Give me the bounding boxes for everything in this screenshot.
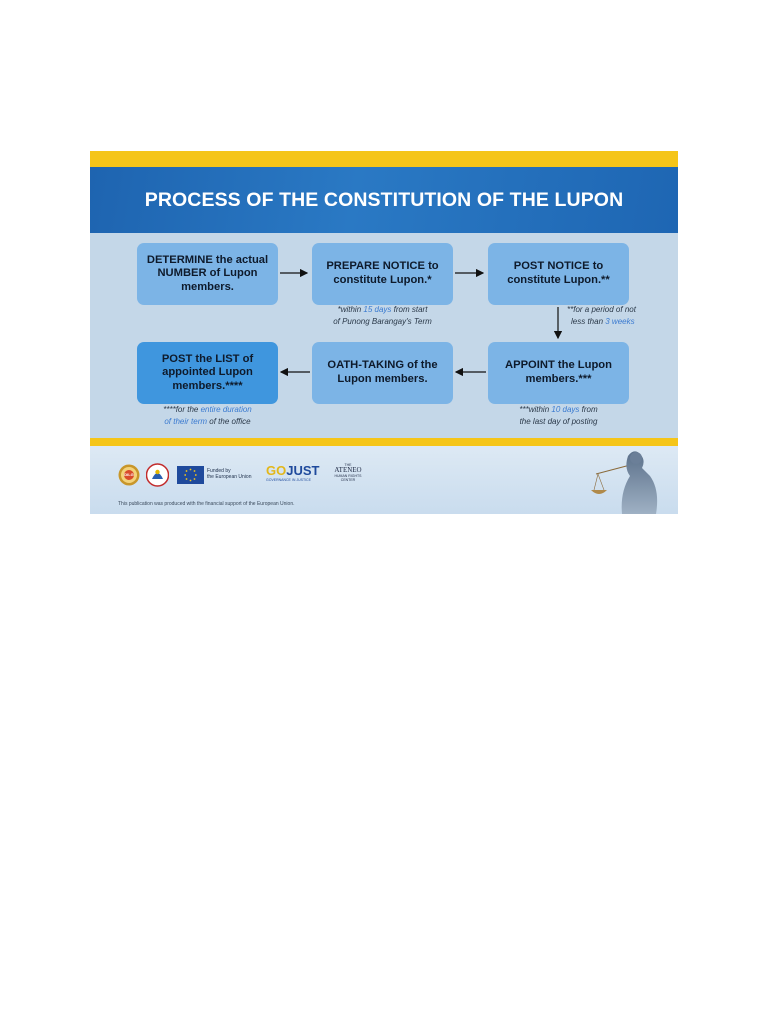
- lady-justice-image: [590, 446, 678, 514]
- infographic-card: [90, 151, 678, 514]
- page-title: PROCESS OF THE CONSTITUTION OF THE LUPON: [144, 188, 624, 211]
- eu-disclaimer: This publication was produced with the financial support of the European Union.: [118, 501, 295, 507]
- step-determine: DETERMINE the actual NUMBER of Lupon members.: [137, 243, 278, 305]
- note-post-list: ****for the entire duration of their term of the office: [163, 405, 252, 427]
- ateneo-human-rights-logo: THE ATENEO HUMAN RIGHTS CENTER: [334, 463, 362, 482]
- eu-funded-text: Funded by the European Union: [207, 468, 252, 480]
- step-prepare-notice: PREPARE NOTICE to constitute Lupon.*: [312, 243, 453, 305]
- gojust-logo: GOJUST GOVERNANCE IN JUSTICE: [266, 463, 320, 482]
- flow-arrows: [90, 151, 678, 438]
- dilg-seal-logo: DILG: [118, 464, 140, 486]
- step-oath-taking: OATH-TAKING of the Lupon members.: [312, 342, 453, 404]
- government-seal-logo: [146, 463, 169, 487]
- bottom-yellow-bar: [90, 438, 678, 446]
- footer-logos: [90, 446, 678, 514]
- note-appoint: ***within 10 days from the last day of posting: [519, 405, 598, 427]
- note-post-notice: **for a period of not less than 3 weeks: [567, 305, 636, 327]
- note-prepare: *within 15 days from start of Punong Barangay's Term: [333, 305, 432, 327]
- step-appoint: APPOINT the Lupon members.***: [488, 342, 629, 404]
- eu-flag-icon: [177, 466, 204, 484]
- step-post-list: POST the LIST of appointed Lupon members.****: [137, 342, 278, 404]
- step-post-notice: POST NOTICE to constitute Lupon.**: [488, 243, 629, 305]
